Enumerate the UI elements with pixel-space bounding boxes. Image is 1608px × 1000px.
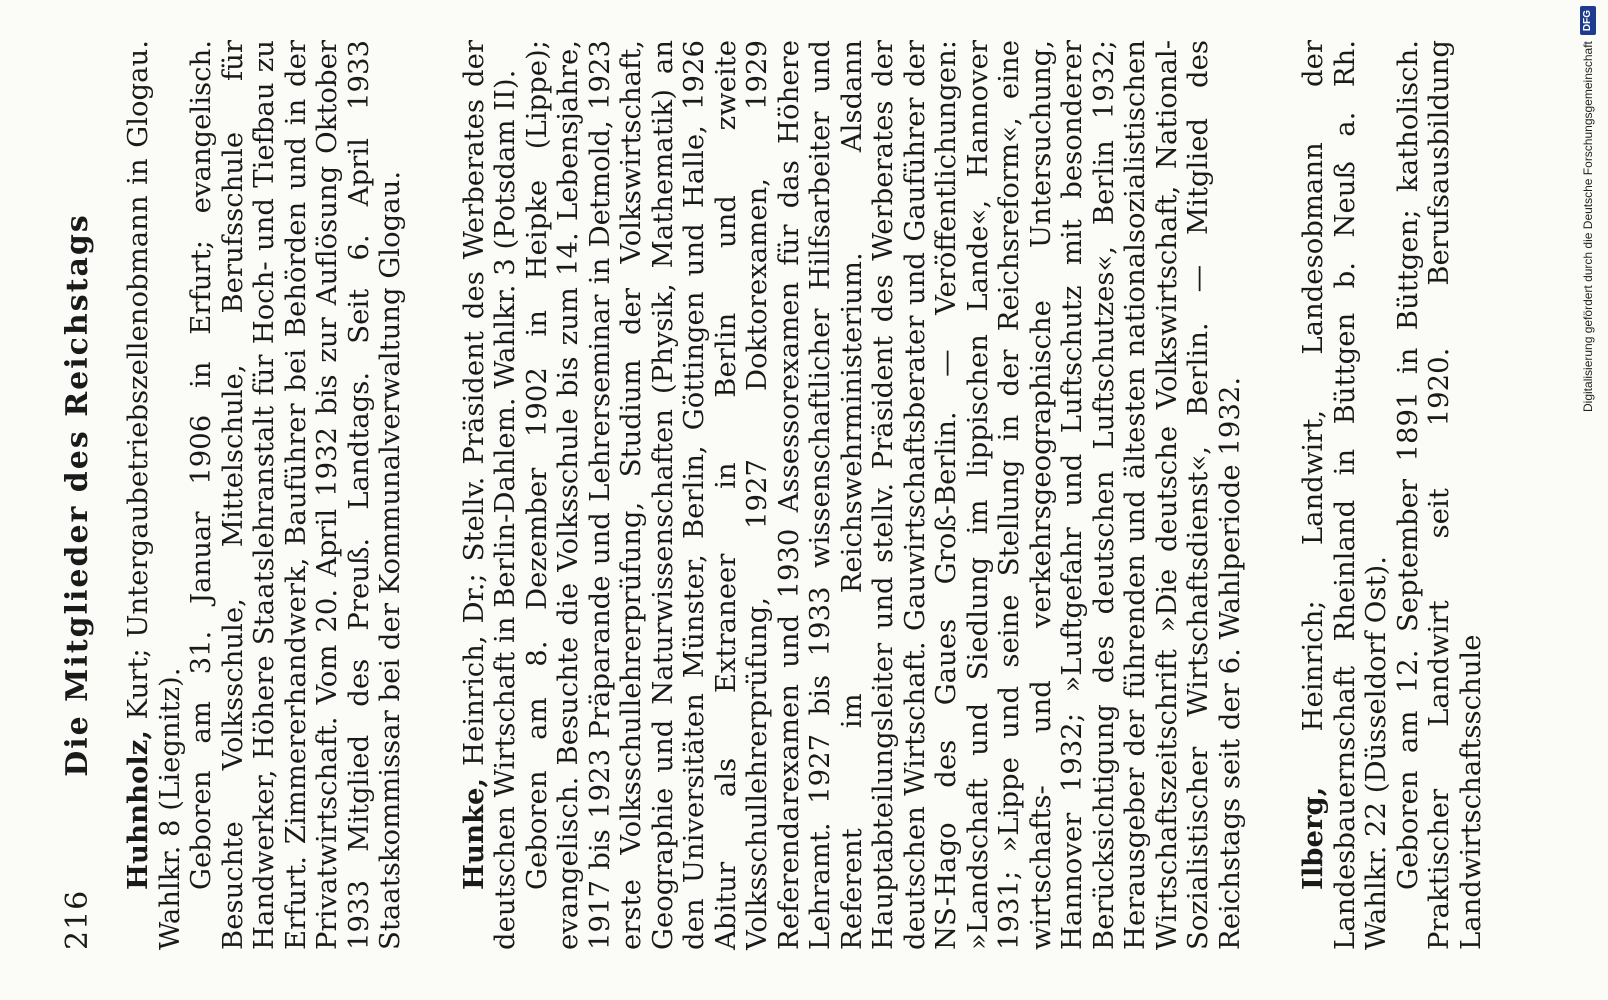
entry-biography: Geboren am 31. Januar 1906 in Erfurt; evangelisch. Besuchte Volksschule, Mittelschule, Berufsschule für Handwerker, Höhere Staatslehranstalt für Hoch- und Tiefbau zu Erfurt. Zimmererhandwerk, Bauführer bei Behörden und in der Privatwirtschaft. Vom 20. April 1932 bis zur Auflösung Oktober 1933 Mitglied des Preuß. Landtags. Seit 6. April 1933 Staatskommissar bei der Kommunalverwaltung Glogau.: [185, 40, 406, 950]
entry-heading: [459, 40, 522, 950]
dfg-logo: DFG: [1580, 6, 1596, 35]
entry-name: Hunke,: [457, 777, 490, 890]
entry-heading-text: Heinrich, Dr.; Stellv. Präsident des Werberates der deutschen Wirtschaft in Berlin-Dahlem. Wahlkr. 3 (Potsdam II).: [457, 40, 521, 950]
entry-biography: Geboren am 8. Dezember 1902 in Heipke (Lippe); evangelisch. Besuchte die Volksschule bis zum 14. Lebensjahre, 1917 bis 1923 Präparande und Lehrerseminar in Detmold, 1923 erste Volksschullehrerprüfung, Studium der Volkswirtschaft, Geographie und Naturwissenschaften (Physik, Mathematik) an den Universitäten Münster, Berlin, Göttingen und Halle, 1926 Abitur als Extraneer in Berlin und zweite Volksschullehrerprüfung, 1927 Doktorexamen, 1929 Referendarexamen und 1930 Assessorexamen für das Höhere Lehramt. 1927 bis 1933 wissenschaftlicher Hilfsarbeiter und Referent im Reichswehrministerium. Alsdann Hauptabteilungsleiter und stellv. Präsident des Werberates der deutschen Wirtschaft. Gauwirtschaftsberater und Gauführer der NS-Hago des Gaues Groß-Berlin. — Veröffentlichungen: »Landschaft und Siedlung im lippischen Lande«, Hannover 1931; »Lippe und seine Stellung in der Reichsreform«, eine wirtschafts- und verkehrsgeographische Untersuchung, Hannover 1932; »Luftgefahr und Luftschutz mit besonderer Berücksichtigung des deutschen Luftschutzes«, Berlin 1932; Herausgeber der führenden und ältesten nationalsozialistischen Wirtschaftszeitschrift »Die deutsche Volkswirtschaft, National-Sozialistischer Wirtschaftsdienst«, Berlin. — Mitglied des Reichstags seit der 6. Wahlperiode 1932.: [520, 40, 1246, 950]
entry-heading-text: Heinrich; Landwirt, Landesobmann der Landesbauernschaft Rheinland in Büttgen b. Neuß a. Rh. Wahlkr. 22 (Düsseldorf Ost).: [1297, 40, 1392, 950]
entry-ilberg: [1298, 40, 1487, 950]
page-number: 216: [60, 889, 95, 950]
entry-heading: [123, 40, 186, 950]
running-head: Die Mitglieder des Reichstags: [60, 213, 95, 777]
entry-heading: [1298, 40, 1393, 950]
entry-heading-text: Kurt; Untergaubetriebszellenobmann in Glogau. Wahlkr. 8 (Liegnitz).: [122, 40, 186, 950]
page-header: [60, 40, 95, 950]
entry-biography: Geboren am 12. September 1891 in Büttgen; katholisch. Praktischer Landwirt seit 1920. Berufsausbildung Landwirtschaftsschule: [1391, 40, 1487, 950]
entry-huhnholz: [123, 40, 407, 950]
entry-name: Huhnholz,: [122, 730, 154, 890]
watermark-text: Digitalisierung gefördert durch die Deutsche Forschungsgemeinschaft: [1581, 41, 1595, 412]
entry-hunke: [459, 40, 1247, 950]
digitization-watermark: [1538, 0, 1595, 1000]
entry-name: Ilberg,: [1297, 786, 1329, 890]
